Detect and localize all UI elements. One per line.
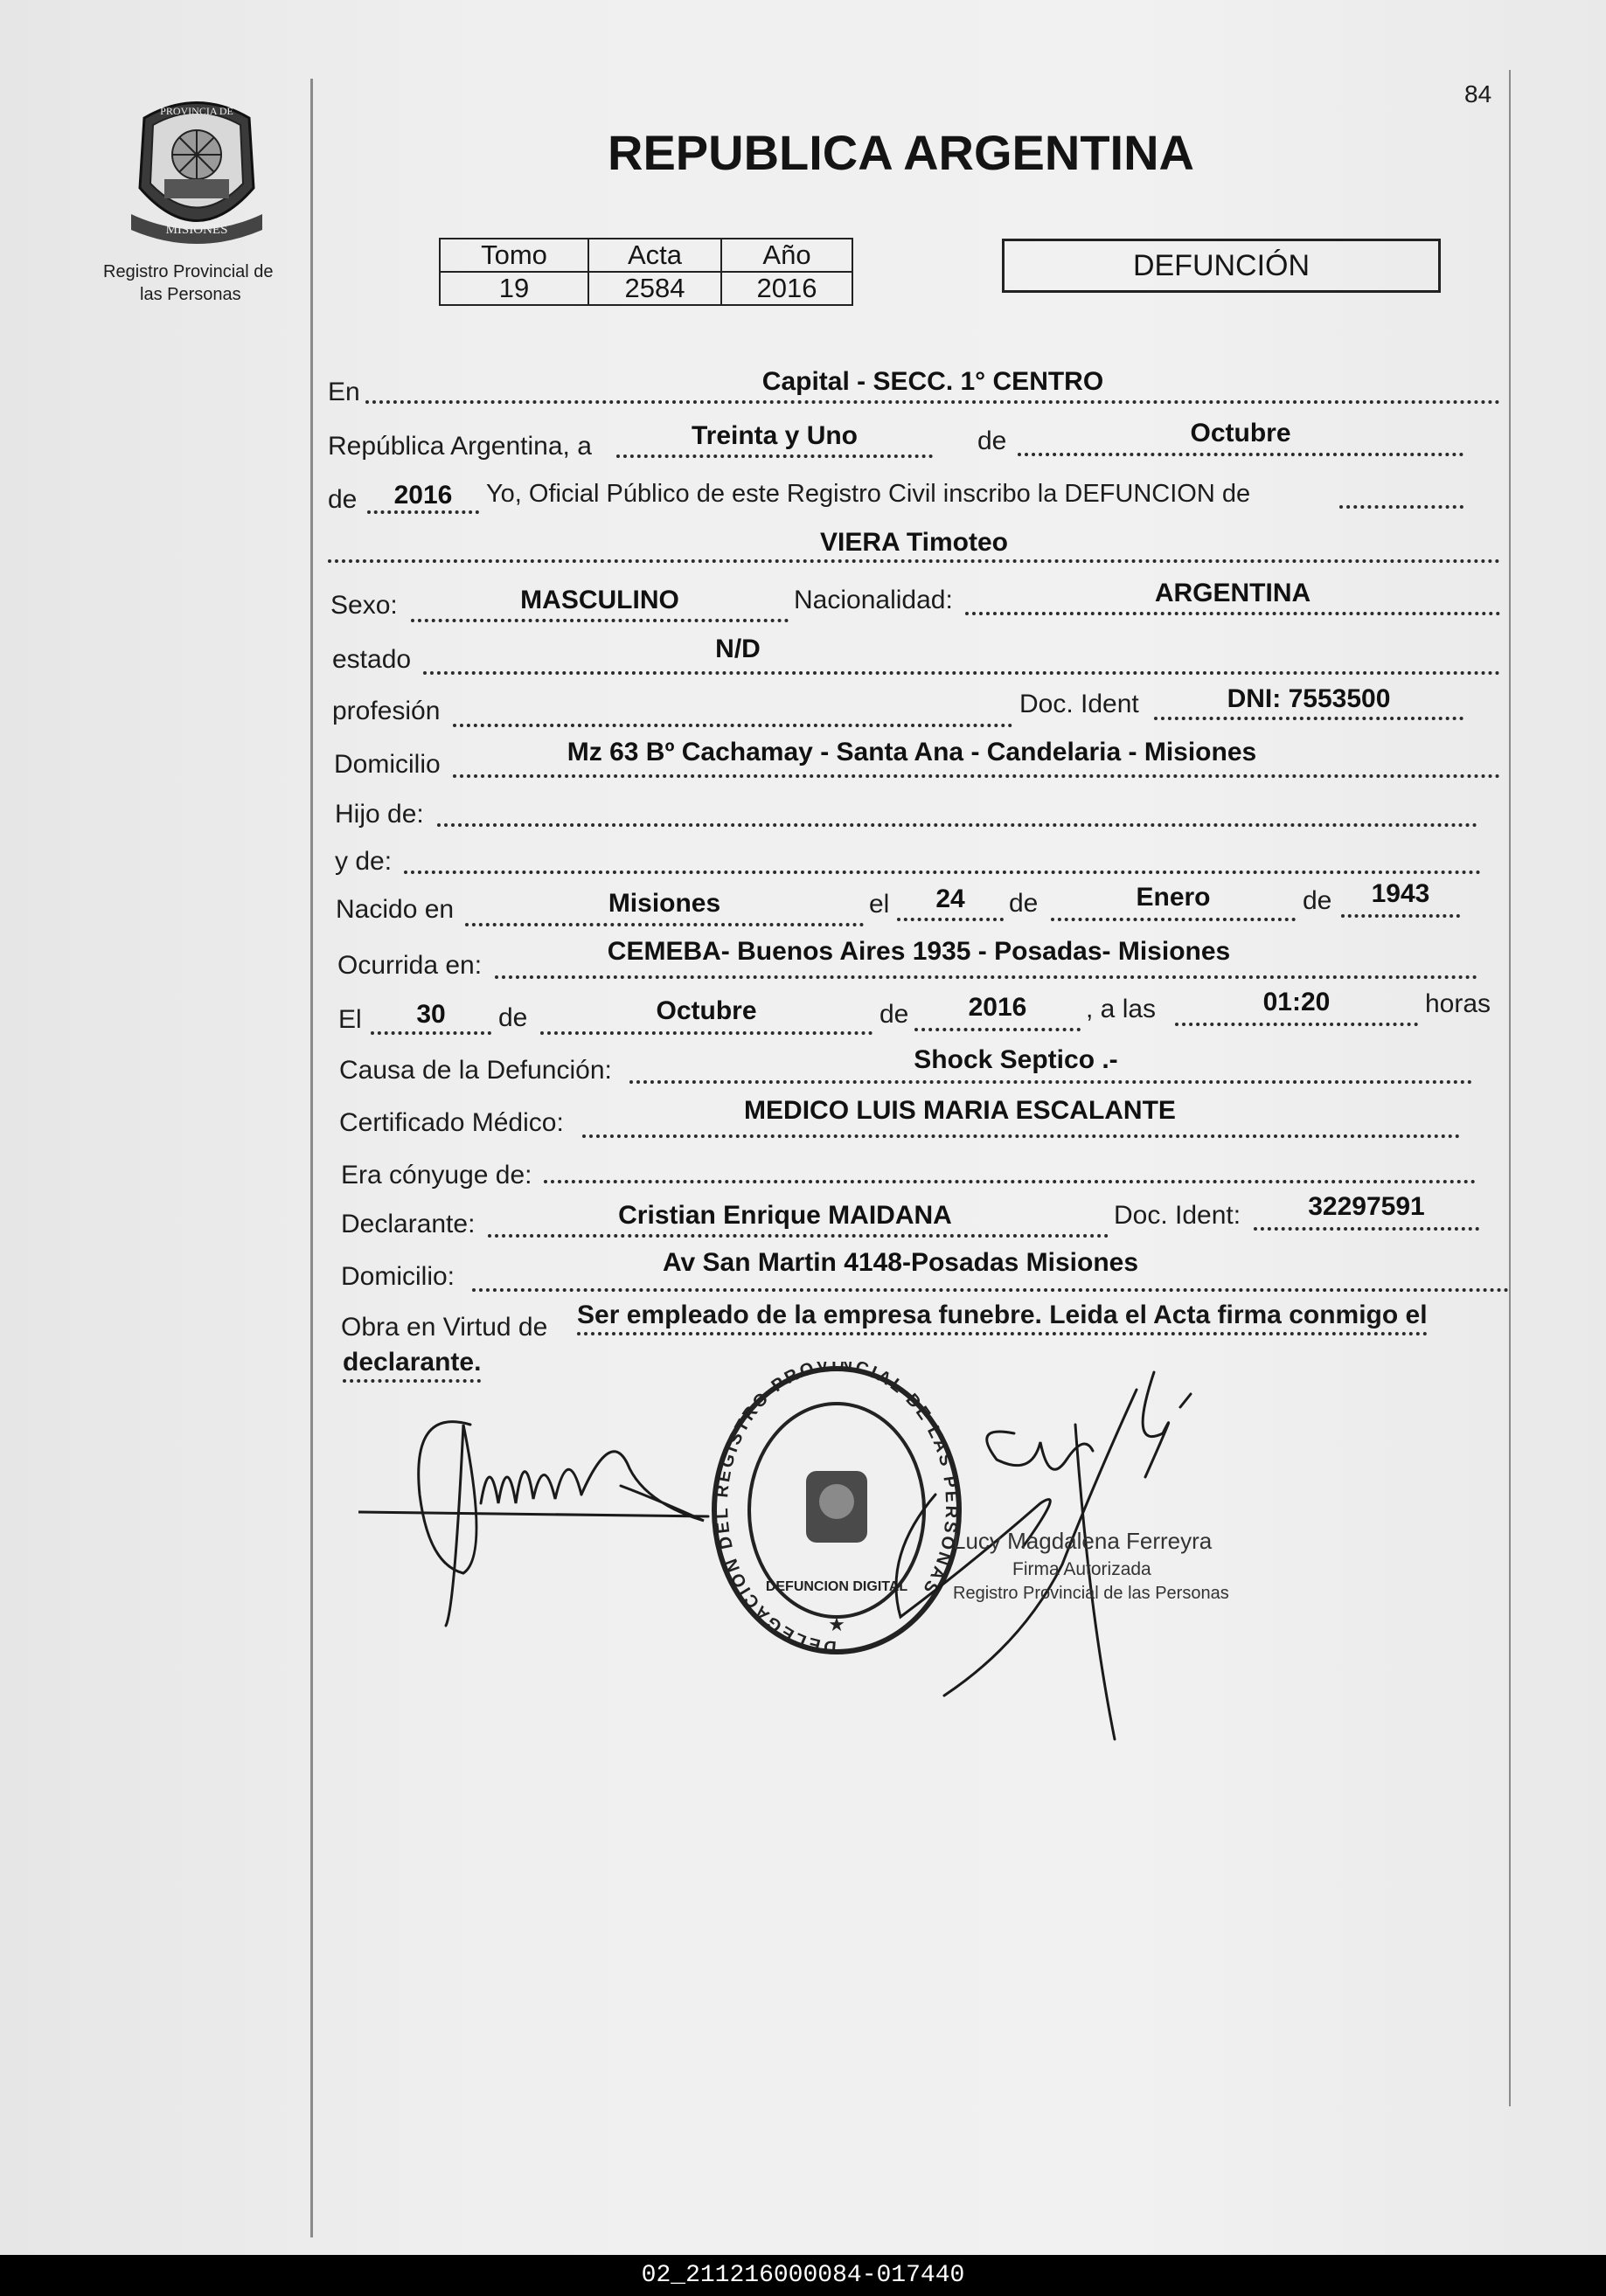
line-lugar	[365, 400, 1500, 404]
line-dia-texto	[616, 454, 933, 458]
registry-name-line1: Registro Provincial de	[103, 262, 274, 281]
svg-text:DEFUNCION DIGITAL: DEFUNCION DIGITAL	[765, 1579, 908, 1594]
record-type-label: DEFUNCIÓN	[1132, 249, 1311, 282]
record-header-tomo: Tomo	[440, 239, 588, 272]
line-fall-mes	[540, 1031, 873, 1035]
field-nac-anio: 1943	[1371, 879, 1430, 908]
record-table	[439, 238, 853, 306]
field-nac-dia: 24	[935, 884, 965, 913]
label-de-nac-anio: de	[1303, 886, 1332, 915]
label-a-las: , a las	[1086, 995, 1157, 1023]
label-el-fall: El	[338, 1005, 362, 1034]
record-header-anio: Año	[721, 239, 852, 272]
line-conyuge	[544, 1180, 1476, 1183]
official-name: Lucy Magdalena Ferreyra	[953, 1528, 1213, 1554]
line-sexo	[411, 619, 789, 622]
label-nacionalidad: Nacionalidad:	[794, 586, 953, 614]
label-republica: República Argentina, a	[328, 432, 592, 461]
file-id-label: 02_211216000084-017440	[641, 2262, 965, 2289]
field-sexo: MASCULINO	[520, 586, 679, 614]
record-table-header-row	[440, 239, 852, 272]
label-domicilio-declarante: Domicilio:	[341, 1262, 455, 1291]
field-obra-line1: Ser empleado de la empresa funebre. Leida el Acta firma conmigo el	[577, 1301, 1428, 1335]
line-ocurrida-en	[495, 975, 1477, 979]
label-conyuge: Era cónyuge de:	[341, 1161, 532, 1190]
label-el-nac: el	[869, 890, 890, 919]
line-anio	[367, 510, 479, 514]
field-fallecido: VIERA Timoteo	[819, 528, 1009, 557]
label-en: En	[328, 378, 360, 406]
label-doc-ident-declarante: Doc. Ident:	[1114, 1201, 1241, 1230]
declarant-signature	[358, 1390, 726, 1634]
label-profesion: profesión	[332, 697, 441, 725]
line-y-de	[404, 871, 1481, 874]
label-declarante: Declarante:	[341, 1210, 476, 1238]
official-office: Registro Provincial de las Personas	[953, 1584, 1229, 1603]
svg-text:MISIONES: MISIONES	[165, 223, 228, 237]
field-obra-line2: declarante.	[343, 1348, 481, 1383]
field-causa: Shock Septico .-	[914, 1045, 1118, 1074]
label-doc-ident: Doc. Ident	[1019, 690, 1139, 718]
file-id-bar	[0, 2255, 1606, 2296]
field-anio: 2016	[393, 481, 453, 510]
right-margin-line	[1509, 70, 1511, 2106]
label-de-anio: de	[328, 485, 358, 514]
line-hijo-de	[437, 823, 1477, 827]
field-mes-texto: Octubre	[1190, 419, 1291, 447]
provincial-seal	[122, 92, 271, 249]
line-doc-declarante	[1254, 1227, 1479, 1231]
field-domicilio-declarante: Av San Martin 4148-Posadas Misiones	[662, 1248, 1139, 1277]
line-nac-anio	[1341, 914, 1460, 918]
line-certificado	[582, 1134, 1460, 1138]
record-header-acta: Acta	[588, 239, 721, 272]
line-domicilio-declarante	[472, 1288, 1509, 1292]
label-yo-oficial: Yo, Oficial Público de este Registro Civil inscribo la DEFUNCION de	[486, 480, 1251, 508]
line-nac-mes	[1051, 918, 1296, 921]
svg-text:DELEGACIÓN DEL REGISTRO PROVIN: DELEGACIÓN DEL REGISTRO PROVINCIAL DE LAS PERSONAS	[712, 1362, 962, 1657]
field-fall-hora: 01:20	[1262, 988, 1331, 1016]
label-de-mes: de	[977, 427, 1007, 455]
label-y-de: y de:	[335, 847, 393, 876]
field-fall-anio: 2016	[968, 993, 1027, 1022]
field-doc-ident: DNI: 7553500	[1227, 684, 1391, 713]
line-fallecido	[328, 559, 1500, 563]
line-estado	[423, 671, 1500, 675]
label-de-nac-mes: de	[1009, 889, 1039, 918]
field-nacionalidad: ARGENTINA	[1154, 579, 1311, 607]
line-fall-hora	[1175, 1023, 1418, 1026]
line-nacionalidad	[965, 612, 1500, 615]
field-nac-mes: Enero	[1136, 883, 1211, 912]
field-fall-mes: Octubre	[656, 996, 757, 1025]
field-declarante: Cristian Enrique MAIDANA	[618, 1201, 952, 1230]
label-certificado: Certificado Médico:	[339, 1108, 564, 1137]
label-hijo-de: Hijo de:	[335, 800, 424, 829]
record-value-tomo: 19	[440, 272, 588, 305]
label-nacido-en: Nacido en	[336, 895, 455, 924]
label-causa: Causa de la Defunción:	[339, 1056, 612, 1085]
line-nac-dia	[897, 918, 1004, 921]
page-number: 84	[1464, 80, 1492, 108]
line-fall-dia	[371, 1031, 491, 1035]
line-profesion	[453, 724, 1012, 727]
label-estado: estado	[332, 645, 412, 674]
svg-text:★: ★	[828, 1613, 845, 1635]
label-sexo: Sexo:	[330, 591, 398, 620]
registry-name-line2: las Personas	[140, 285, 241, 304]
record-type-box	[1002, 239, 1441, 293]
field-certificado: MEDICO LUIS MARIA ESCALANTE	[744, 1096, 1176, 1125]
field-lugar: Capital - SECC. 1° CENTRO	[761, 367, 1104, 396]
line-declarante	[488, 1234, 1109, 1238]
line-doc-ident	[1154, 717, 1463, 720]
official-role: Firma Autorizada	[1012, 1559, 1151, 1579]
line-domicilio	[453, 774, 1500, 778]
page-title: REPUBLICA ARGENTINA	[608, 125, 1194, 180]
line-nacido-en	[465, 923, 864, 926]
field-estado: N/D	[715, 635, 761, 663]
label-horas: horas	[1425, 989, 1491, 1018]
svg-text:PROVINCIA DE: PROVINCIA DE	[160, 105, 233, 117]
field-nacido-en: Misiones	[608, 889, 721, 918]
field-doc-declarante: 32297591	[1308, 1192, 1425, 1221]
field-dia-texto: Treinta y Uno	[691, 421, 859, 450]
record-table-value-row	[440, 272, 852, 305]
line-yo-tail	[1339, 505, 1463, 509]
record-value-anio: 2016	[721, 272, 852, 305]
label-ocurrida-en: Ocurrida en:	[337, 951, 483, 980]
label-de-fall-mes: de	[498, 1003, 528, 1032]
left-margin-line	[310, 79, 313, 2237]
label-de-fall-anio: de	[879, 1000, 909, 1029]
line-mes-texto	[1018, 453, 1463, 456]
label-domicilio: Domicilio	[334, 750, 441, 779]
label-obra: Obra en Virtud de	[341, 1313, 548, 1342]
line-fall-anio	[914, 1028, 1081, 1031]
line-causa	[629, 1080, 1472, 1084]
field-ocurrida-en: CEMEBA- Buenos Aires 1935 - Posadas- Misiones	[607, 937, 1231, 966]
field-domicilio: Mz 63 Bº Cachamay - Santa Ana - Candelaria - Misiones	[567, 738, 1257, 766]
field-fall-dia: 30	[416, 1000, 446, 1029]
record-value-acta: 2584	[588, 272, 721, 305]
